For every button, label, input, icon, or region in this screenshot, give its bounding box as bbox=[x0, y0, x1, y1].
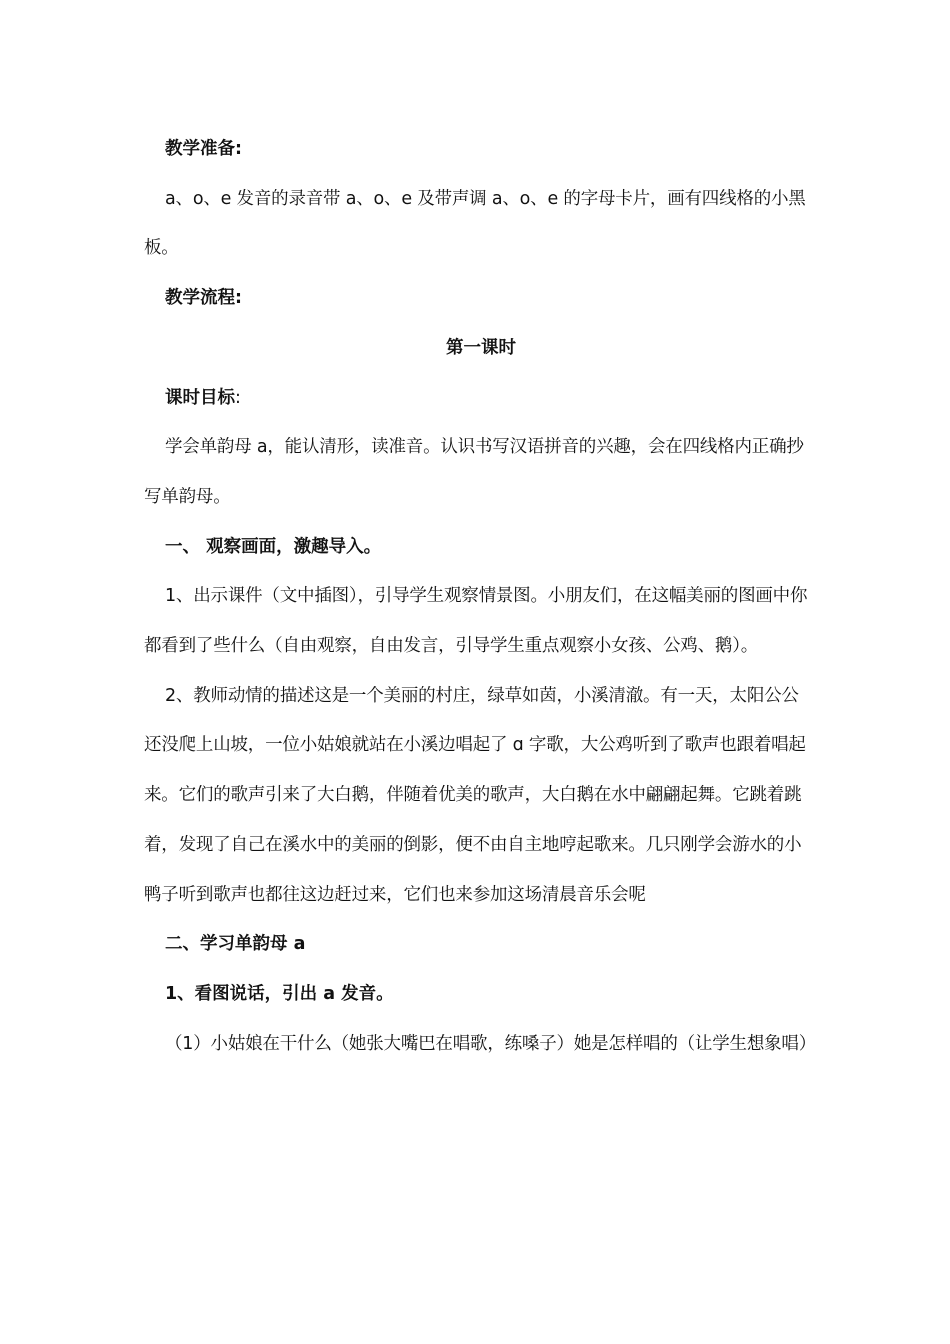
goal-heading: 课时目标 bbox=[165, 387, 235, 408]
document-body bbox=[144, 125, 817, 1069]
goal-heading-line bbox=[144, 374, 808, 424]
section1-paragraph-1: 1、出示课件（文中插图），引导学生观察情景图。小朋友们，在这幅美丽的图画中你都看到了些什么（自由观察，自由发言，引导学生重点观察小女孩、公鸡、鹅）。 bbox=[144, 586, 808, 657]
section1-heading: 一、 观察画面，激趣导入。 bbox=[165, 536, 382, 557]
goal-colon: : bbox=[235, 387, 241, 408]
section1-paragraph-2: 2、教师动情的描述这是一个美丽的村庄，绿草如茵，小溪清澈。有一天，太阳公公还没爬上山坡，一位小姑娘就站在小溪边唱起了 ɑ 字歌，大公鸡听到了歌声也跟着唱起来。它们的歌声引来了大白鹅，伴随着优美的歌声，大白鹅在水中翩翩起舞。它跳着跳着，发现了自己在溪水中的美丽的倒影，便不由自主地哼起歌来。几只刚学会游水的小鸭子听到歌声也都往这边赶过来，它们也来参加这场清晨音乐会呢 bbox=[144, 685, 806, 905]
prep-text: a、o、e 发音的录音带 a、o、e 及带声调 a、o、e 的字母卡片，画有四线格的小黑板。 bbox=[144, 188, 806, 259]
section2-heading: 二、学习单韵母 a bbox=[165, 934, 306, 955]
goal-text: 学会单韵母 a，能认清形，读准音。认识书写汉语拼音的兴趣，会在四线格内正确抄写单韵母。 bbox=[144, 437, 804, 507]
prep-heading: 教学准备: bbox=[165, 139, 242, 159]
section2-subheading-1: 1、看图说话，引出 a 发音。 bbox=[165, 983, 394, 1004]
lesson-title: 第一课时 bbox=[446, 337, 516, 358]
flow-heading: 教学流程: bbox=[165, 288, 242, 309]
section2-paragraph-1: （1）小姑娘在干什么（她张大嘴巴在唱歌，练嗓子）她是怎样唱的（让学生想象唱） bbox=[165, 1033, 817, 1054]
